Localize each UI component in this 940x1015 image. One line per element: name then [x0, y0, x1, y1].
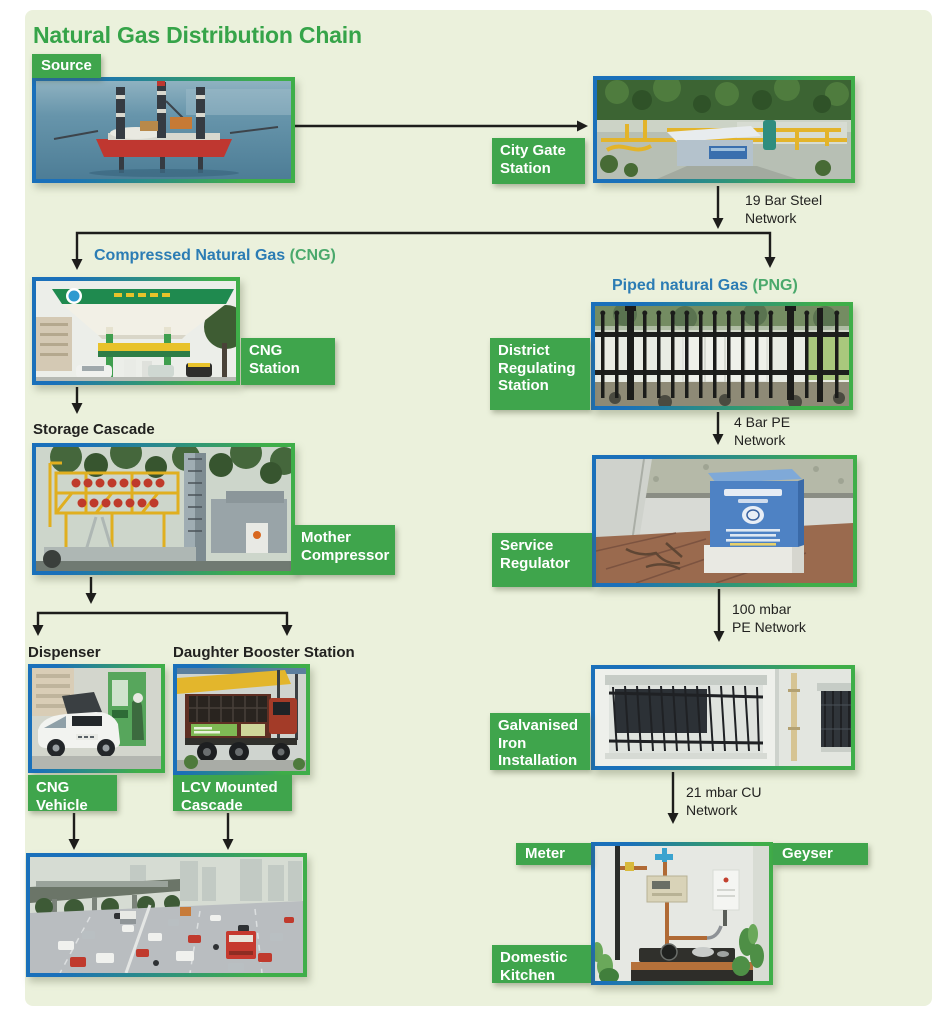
source-badge: Source — [32, 54, 101, 78]
storage-cascade-caption: Storage Cascade — [33, 421, 155, 438]
cng-branch-heading: Compressed Natural Gas (CNG) — [94, 247, 336, 264]
pe-100mbar-network-label: 100 mbar PE Network — [732, 601, 806, 636]
domestic-kitchen-photo — [591, 842, 773, 985]
lcv-mounted-cascade-badge: LCV Mounted Cascade — [173, 775, 292, 811]
dispenser-caption: Dispenser — [28, 644, 101, 661]
lcv-mounted-cascade-truck-photo — [173, 664, 310, 775]
page-title: Natural Gas Distribution Chain — [33, 22, 362, 48]
city-gate-station-badge: City Gate Station — [492, 138, 585, 184]
cng-station-badge: CNG Station — [241, 338, 335, 385]
city-gate-station-photo — [593, 76, 855, 183]
mother-compressor-photo — [32, 443, 295, 575]
service-regulator-box-photo — [592, 455, 857, 587]
cng-fuel-station-photo — [32, 277, 240, 385]
cng-vehicle-at-dispenser-photo — [28, 664, 165, 773]
meter-badge: Meter — [516, 843, 591, 865]
service-regulator-badge: Service Regulator — [492, 533, 592, 587]
offshore-drilling-rig-photo — [32, 77, 295, 183]
cu-21mbar-network-label: 21 mbar CU Network — [686, 784, 762, 819]
galvanised-iron-installation-photo — [591, 665, 855, 770]
geyser-badge: Geyser — [773, 843, 868, 865]
district-regulating-station-badge: District Regulating Station — [490, 338, 590, 410]
galvanised-iron-installation-badge: Galvanised Iron Installation — [490, 713, 590, 770]
mother-compressor-badge: Mother Compressor — [293, 525, 395, 575]
png-branch-heading: Piped natural Gas (PNG) — [612, 277, 798, 294]
domestic-kitchen-badge: Domestic Kitchen — [492, 945, 591, 983]
pe-4bar-network-label: 4 Bar PE Network — [734, 414, 791, 449]
steel-network-label: 19 Bar Steel Network — [745, 192, 823, 227]
city-traffic-photo — [26, 853, 307, 977]
cng-vehicle-badge: CNG Vehicle — [28, 775, 117, 811]
district-regulating-station-photo — [591, 302, 853, 410]
daughter-booster-caption: Daughter Booster Station — [173, 644, 355, 661]
